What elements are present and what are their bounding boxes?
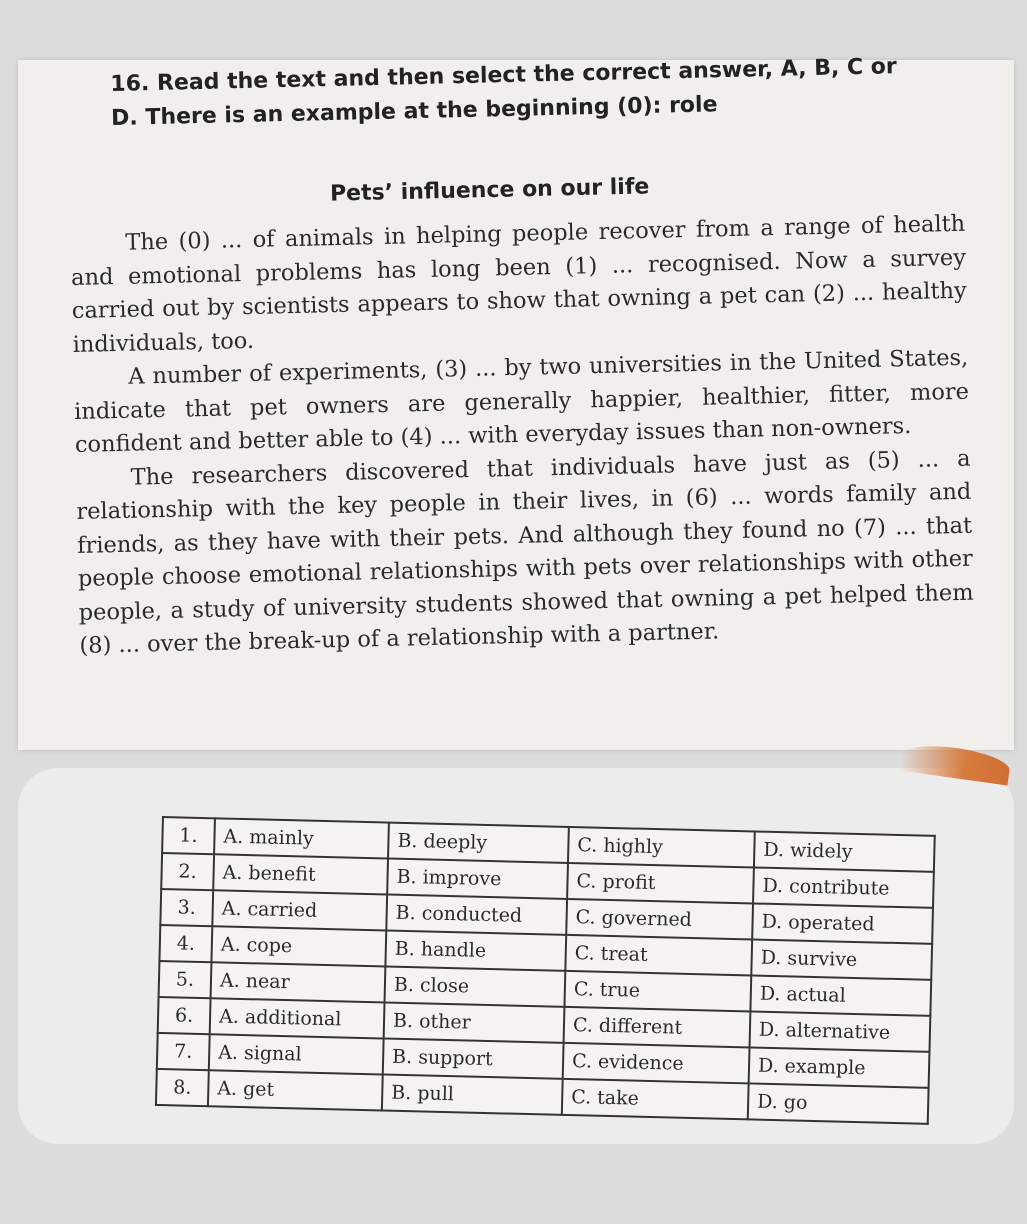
option-a: A. cope [211, 926, 386, 966]
option-b: B. improve [387, 859, 568, 899]
task-line-1: 16. Read the text and then select the correct answer, A, B, C or [110, 54, 898, 97]
option-c: C. take [562, 1079, 749, 1120]
option-c: C. governed [566, 899, 753, 940]
option-d: D. operated [752, 903, 933, 943]
option-a: A. near [211, 962, 386, 1002]
passage-text [70, 208, 975, 664]
answer-options-table [155, 816, 936, 1125]
option-b: B. pull [382, 1074, 563, 1114]
option-d: D. survive [751, 939, 932, 979]
question-number: 8. [156, 1069, 209, 1106]
options-table-wrapper [155, 816, 936, 1125]
option-d: D. alternative [750, 1011, 931, 1051]
question-number: 6. [158, 997, 211, 1034]
option-c: C. different [564, 1007, 751, 1048]
passage-title: Pets’ influence on our life [329, 174, 650, 207]
option-a: A. signal [209, 1034, 384, 1074]
question-number: 5. [159, 961, 212, 998]
question-number: 3. [160, 889, 213, 926]
option-b: B. other [384, 1002, 565, 1042]
question-number: 7. [157, 1033, 210, 1070]
option-c: C. treat [565, 935, 752, 976]
option-b: B. support [383, 1038, 564, 1078]
paragraph-2: A number of experiments, (3) ... by two universities in the United States, indicate that pet owners are generally happier, healthier, fitter, more confident and better able to (4) ... with everyday issues than non-owners. [73, 344, 970, 458]
option-c: C. evidence [563, 1043, 750, 1084]
option-b: B. close [385, 967, 566, 1007]
question-number: 1. [162, 817, 215, 854]
paragraph-1: The (0) ... of animals in helping people recover from a range of health and emotional problems has long been (1) ... recognised. Now a survey carried out by scientists appears to show that owning a pet can (2) ... healthy individuals, too. [70, 210, 967, 358]
option-b: B. conducted [386, 895, 567, 935]
option-c: C. highly [568, 827, 755, 868]
question-number: 2. [161, 853, 214, 890]
option-b: B. deeply [388, 823, 569, 863]
task-line-2: D. There is an example at the beginning (0): role [110, 92, 718, 131]
option-d: D. example [749, 1047, 930, 1087]
paragraph-3: The researchers discovered that individuals have just as (5) ... a relationship with the key people in their lives, in (6) ... words family and friends, as they have with their pets. And although they found no (7) ... that people choose emotional relationships with pets over relationships with other people, a study of university students showed that owning a pet helped them (8) ... over the break-up of a relationship with a partner. [76, 445, 974, 659]
question-number: 4. [159, 925, 212, 962]
option-a: A. carried [212, 890, 387, 930]
option-d: D. contribute [753, 867, 934, 907]
option-a: A. benefit [213, 854, 388, 894]
option-a: A. get [208, 1070, 383, 1110]
option-d: D. widely [754, 831, 935, 871]
option-d: D. actual [750, 975, 931, 1015]
option-c: C. profit [567, 863, 754, 904]
option-a: A. mainly [214, 818, 389, 858]
option-a: A. additional [210, 998, 385, 1038]
option-c: C. true [564, 971, 751, 1012]
option-d: D. go [748, 1083, 929, 1123]
option-b: B. handle [385, 931, 566, 971]
